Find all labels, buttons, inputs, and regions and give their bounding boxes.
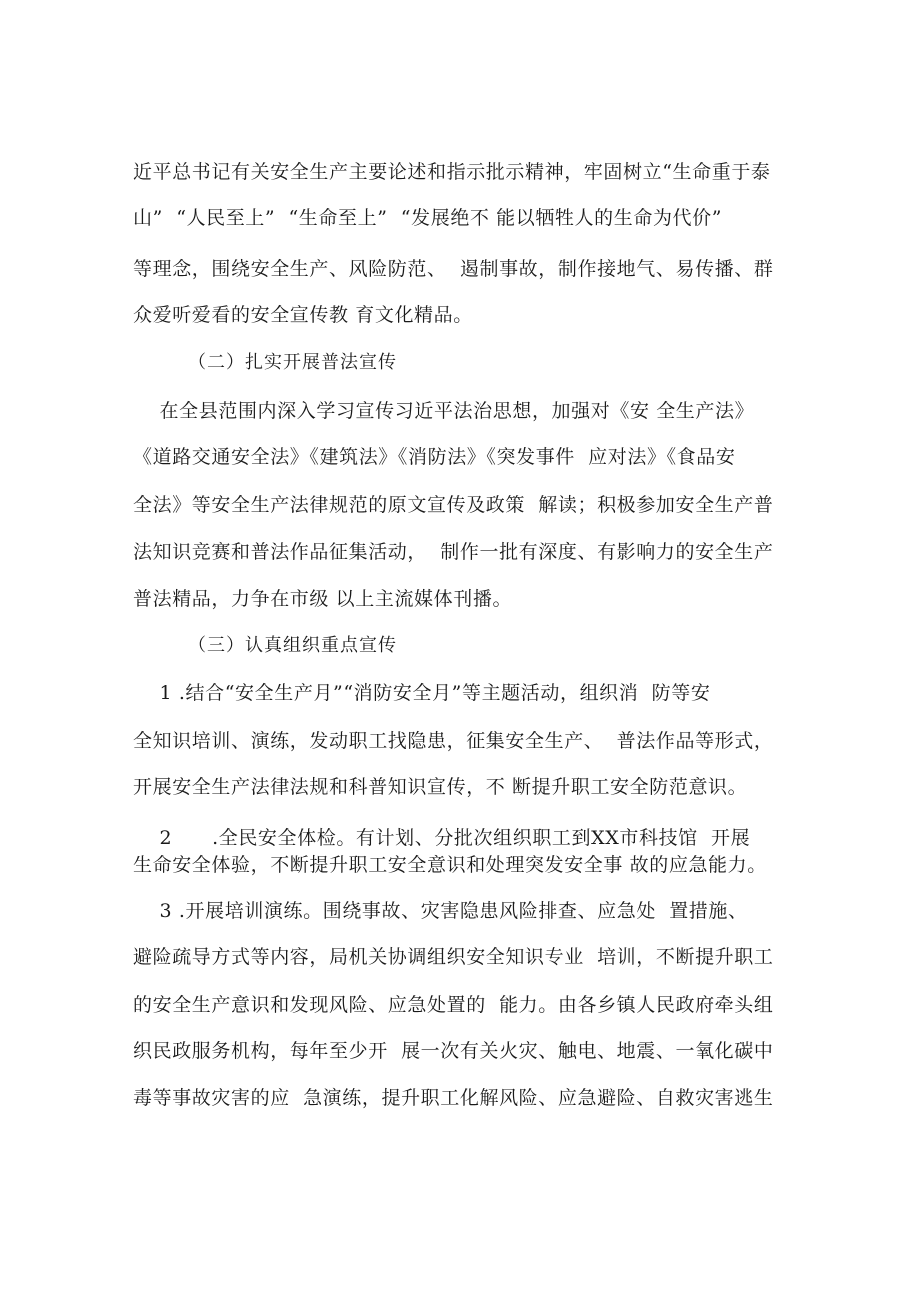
- item3-line-3: 的安全生产意识和发现风险、应急处置的 能力。由各乡镇人民政府牵头组: [133, 994, 774, 1016]
- para1-line-4: 众爱听爱看的安全宣传教 育文化精品。: [133, 304, 473, 326]
- item3-line-5: 毒等事故灾害的应 急演练，提升职工化解风险、应急避险、自救灾害逃生: [133, 1087, 774, 1109]
- para1-line-1: 近平总书记有关安全生产主要论述和指示批示精神，牢固树立“生命重于泰: [133, 161, 771, 183]
- item1-line-3: 开展安全生产法律法规和科普知识宣传，不 断提升职工安全防范意识。: [133, 776, 748, 798]
- section-heading-2: （二）扎实开展普法宣传: [188, 352, 397, 373]
- para1-line-2: 山” “人民至上” “生命至上” “发展绝不 能以牺牲人的生命为代价”: [133, 207, 723, 229]
- para2-line-4: 法知识竞赛和普法作品征集活动， 制作一批有深度、有影响力的安全生产: [133, 541, 774, 563]
- para2-line-5: 普法精品，力争在市级 以上主流媒体刊播。: [133, 588, 513, 610]
- item1-line-2: 全知识培训、演练，发动职工找隐患，征集安全生产、 普法作品等形式，: [133, 730, 774, 752]
- item1-line-1: 1 .结合“安全生产月”“消防安全月”等主题活动，组织消 防等安: [133, 682, 711, 704]
- item3-line-2: 避险疏导方式等内容，局机关协调组织安全知识专业 培训，不断提升职工: [133, 946, 774, 968]
- item2-line-2: 生命安全体验，不断提升职工安全意识和处理突发安全事 故的应急能力。: [133, 854, 767, 876]
- para2-line-3: 全法》等安全生产法律规范的原文宣传及政策 解读；积极参加安全生产普: [133, 494, 774, 516]
- para2-line-1: 在全县范围内深入学习宣传习近平法治思想，加强对《安 全生产法》: [133, 400, 755, 422]
- para1-line-3: 等理念，围绕安全生产、风险防范、 遏制事故，制作接地气、易传播、群: [133, 258, 774, 280]
- item3-line-4: 织民政服务机构，每年至少开 展一次有关火灾、触电、地震、一氧化碳中: [133, 1040, 774, 1062]
- item2-line-1: 2 .全民安全体检。有计划、分批次组织职工到XX市科技馆 开展: [133, 827, 751, 849]
- item3-line-1: 3 .开展培训演练。围绕事故、灾害隐患风险排查、应急处 置措施、: [133, 900, 748, 922]
- para2-line-2: 《道路交通安全法》《建筑法》《消防法》《突发事件 应对法》《食品安: [133, 446, 736, 468]
- section-heading-3: （三）认真组织重点宣传: [188, 635, 397, 656]
